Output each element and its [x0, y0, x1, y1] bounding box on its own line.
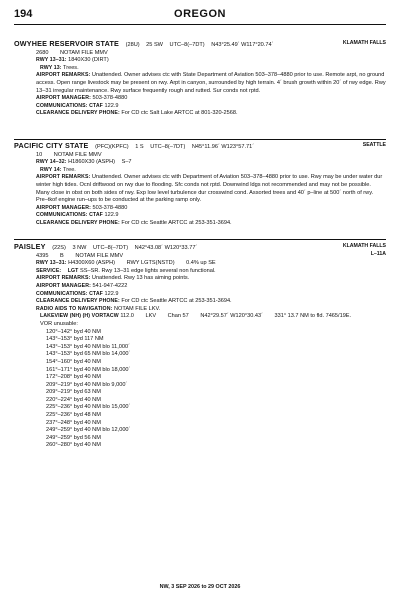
vortac-frequency: 112.0: [120, 313, 134, 320]
manager-label: AIRPORT MANAGER:: [36, 204, 91, 211]
airport-utc: UTC–8(–7DT): [169, 42, 205, 48]
airport-entry-paisley: [14, 243, 386, 450]
clearance-label: CLEARANCE DELIVERY PHONE:: [36, 110, 120, 117]
unusable-item: 143°–153° byd 117 NM: [46, 336, 104, 343]
airport-coords: N42°43.08´ W120°33.77´: [134, 245, 198, 251]
communications-label: COMMUNICATIONS: CTAF: [36, 212, 103, 219]
manager-phone: 503-378-4880: [92, 204, 128, 211]
unusable-item: 161°–171° byd 40 NM blo 18,000´: [46, 366, 131, 373]
clearance-label: CLEARANCE DELIVERY PHONE:: [36, 298, 120, 305]
service-text: SS–SR. Rwy 13–31 edge lights several non functional.: [80, 267, 216, 274]
chart-name: SEATTLE: [362, 142, 386, 148]
runway-gradient: 0.4% up SE: [186, 260, 216, 267]
manager-label: AIRPORT MANAGER:: [36, 282, 91, 289]
clearance-text: For CD ctc Seattle ARTCC at 253-351-3694.: [121, 298, 232, 305]
unusable-item: 249°–259° byd 40 NM blo 12,000´: [46, 427, 131, 434]
unusable-item: 225°–236° byd 40 NM blo 15,000´: [46, 404, 131, 411]
beacon-code: B: [60, 252, 64, 259]
entry-divider: [14, 139, 386, 140]
remarks-text: Unattended. Owner advises ctc with State Department of Aviation 503–378–4880 prior to use. Remote arpt, no ground access. Open range livestock may be present on rwy. Arpt in canyon, surrounded by high terrain. 4´ brush growth within 20´ of rwy edge. Rwy 13–31 irregular maintenance. Rwy surface frequently rough and rutted. Sur conds not rptd.: [36, 72, 386, 94]
runway-label: RWY 14–32:: [36, 159, 67, 166]
airport-coords: N45°11.96´ W123°57.71´: [191, 144, 255, 150]
runway-end-label: RWY 14:: [40, 166, 62, 173]
runway-info: H1860X30 (ASPH): [68, 159, 116, 166]
manager-label: AIRPORT MANAGER:: [36, 95, 91, 102]
airport-elevation: 10: [36, 151, 43, 158]
notam-file: NOTAM FILE MMV: [75, 252, 124, 259]
communications-label: COMMUNICATIONS: CTAF: [36, 102, 103, 109]
airport-distance: 3 NW: [72, 245, 87, 251]
airport-utc: UTC–8(–7DT): [150, 144, 186, 150]
radio-aids-label: RADIO AIDS TO NAVIGATION:: [36, 305, 113, 312]
communications-label: COMMUNICATIONS: CTAF: [36, 290, 103, 297]
service-label: SERVICE:: [36, 267, 62, 274]
airport-name: PAISLEY: [14, 242, 46, 251]
ctaf-frequency: 122.9: [104, 290, 119, 297]
notam-file: NOTAM FILE MMV: [53, 151, 102, 158]
remarks-label: AIRPORT REMARKS:: [36, 174, 91, 181]
unusable-item: 143°–153° byd 40 NM blo 11,000´: [46, 343, 130, 350]
unusable-item: 260°–280° byd 40 NM: [46, 442, 101, 449]
airport-coords: N43°25.49´ W117°20.74´: [211, 42, 274, 48]
airport-distance: 1 S: [135, 144, 144, 150]
airport-elevation: 4395: [36, 252, 49, 259]
radio-aids-text: NOTAM FILE LKV.: [113, 305, 161, 312]
airport-utc: UTC–8(–7DT): [92, 245, 129, 251]
vortac-coords: N42°29.57´ W120°30.43´: [200, 313, 263, 320]
remarks-label: AIRPORT REMARKS:: [36, 275, 91, 282]
runway-info: H4300X60 (ASPH): [68, 260, 116, 267]
unusable-item: 209°–219° byd 40 NM blo 9,000´: [46, 381, 128, 388]
vor-unusable-list: [14, 329, 386, 451]
runway-info: 1840X30 (DIRT): [68, 57, 109, 64]
manager-phone: 541-947-4222: [92, 282, 128, 289]
page-header: [14, 8, 386, 26]
runway-label: RWY 13–31:: [36, 57, 67, 64]
runway-lights: RWY LGTS(NSTD): [126, 260, 175, 267]
airport-name: PACIFIC CITY STATE: [14, 141, 89, 150]
vortac-id: LKV: [145, 313, 157, 320]
chart-name: KLAMATH FALLS: [342, 40, 386, 46]
airport-id: (PFC)(KPFC): [95, 144, 129, 150]
state-title: OREGON: [174, 8, 226, 20]
vortac-bearing: 331° 13.7 NM to fld. 7465/19E.: [274, 313, 352, 320]
vortac-label: LAKEVIEW (NH) (H) VORTACW: [40, 313, 119, 320]
unusable-item: 225°–236° byd 48 NM: [46, 412, 101, 419]
page-number: 194: [14, 8, 33, 20]
page-footer: NW, 3 SEP 2026 to 29 OCT 2026: [159, 584, 241, 590]
runway-label: RWY 13–31:: [36, 260, 67, 267]
unusable-item: 154°–160° byd 40 NM: [46, 358, 101, 365]
airport-id: (28U): [125, 42, 140, 48]
entry-divider: [14, 239, 386, 240]
clearance-text: For CD ctc Seattle ARTCC at 253-351-3694.: [121, 219, 232, 226]
airport-id: (22S): [52, 245, 66, 251]
notam-file: NOTAM FILE MMV: [60, 49, 108, 56]
airport-entry-pacific-city: [14, 142, 386, 228]
ctaf-frequency: 122.9: [104, 102, 119, 109]
runway-end-label: RWY 13:: [40, 64, 62, 71]
chart-name: KLAMATH FALLS: [342, 243, 386, 249]
runway-strength: S–7: [121, 159, 132, 166]
unusable-item: 249°–259° byd 56 NM: [46, 434, 101, 441]
airport-name: OWYHEE RESERVOIR STATE: [14, 39, 120, 48]
unusable-item: 209°–219° byd 63 NM: [46, 389, 101, 396]
lighting-label: LGT: [67, 267, 79, 274]
airport-distance: 25 SW: [146, 42, 163, 48]
vortac-channel: Chan 57: [167, 313, 189, 320]
ctaf-frequency: 122.9: [104, 212, 119, 219]
vor-unusable-heading: VOR unusable:: [40, 320, 78, 327]
unusable-item: 237°–248° byd 40 NM: [46, 419, 101, 426]
clearance-label: CLEARANCE DELIVERY PHONE:: [36, 219, 120, 226]
unusable-item: 172°–208° byd 40 NM: [46, 374, 101, 381]
runway-end-info: Trees.: [63, 64, 79, 71]
remarks-text: Unattended. Owner advises ctc with Department of Aviation 503–378–4880 prior to use. Rwy may be under water dur winter high tides. Ocnl driftwood on rwy due to flooding. Sfc conds not rptd. Downwind ldgs not recommended and may not be possible. Many close in obst on both sides of rwy. Exp low level turbulence dur crosswind cond. Assorted trees and 40´ p–line at 500´ north of rwy. Pre–tkof engine run–ups to be conducted at the parking ramp only.: [36, 174, 383, 204]
header-rule: [14, 24, 386, 25]
remarks-label: AIRPORT REMARKS:: [36, 72, 91, 79]
remarks-text: Unattended. Rwy 13 has aiming points.: [91, 275, 190, 282]
airport-elevation: 2680: [36, 49, 49, 56]
manager-phone: 503-378-4880: [92, 95, 128, 102]
unusable-item: 120°–142° byd 40 NM: [46, 328, 101, 335]
unusable-item: 143°–153° byd 65 NM blo 14,000´: [46, 351, 131, 358]
chart-panel: L–11A: [370, 251, 386, 257]
airport-entry-owyhee: [14, 40, 386, 118]
runway-end-info: Tree.: [63, 166, 76, 173]
unusable-item: 220°–224° byd 40 NM: [46, 396, 101, 403]
clearance-text: For CD ctc Salt Lake ARTCC at 801-320-2568.: [121, 110, 238, 117]
